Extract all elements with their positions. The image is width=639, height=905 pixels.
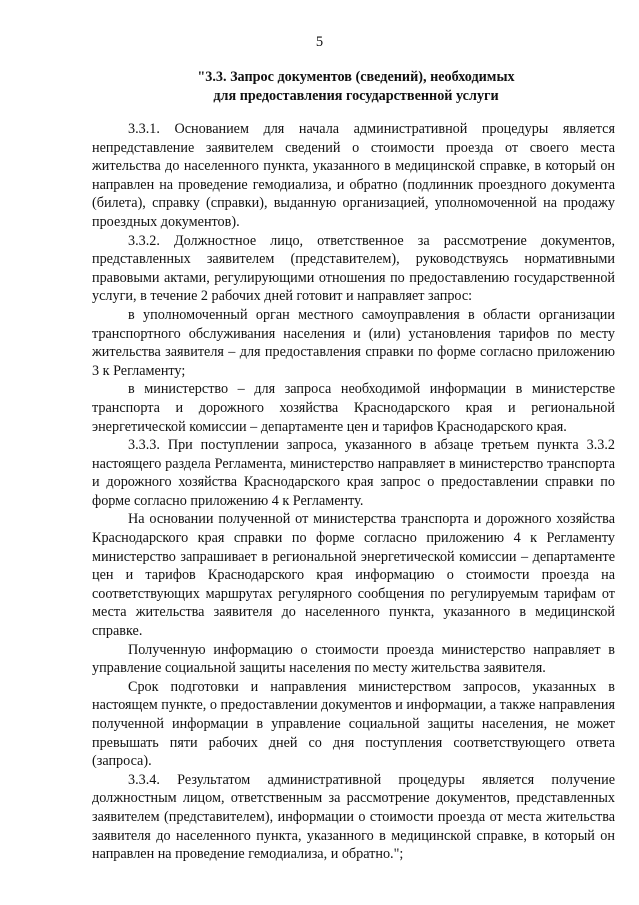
paragraph-request-deadline: Срок подготовки и направления министерством запросов, указанных в настоящем пункте, о предоставлении документов и информации, а также направления полученной информации в управление социальной защиты населения, не может превышать пяти рабочих дней со дня поступления соответствующего ответа (запроса). xyxy=(92,678,615,770)
section-heading-line-1: "3.3. Запрос документов (сведений), необходимых xyxy=(197,69,515,85)
paragraph-information-forwarding: Полученную информацию о стоимости проезда министерство направляет в управление социальной защиты населения по месту жительства заявителя. xyxy=(92,641,615,677)
section-heading-line-2: для предоставления государственной услуги xyxy=(213,88,499,104)
paragraph-3-3-4: 3.3.4. Результатом административной процедуры является получение должностным лицом, ответственным за рассмотрение документов, представленных заявителем (представителем), информации о стоимости проезда от места жительства заявителя до населенного пункта, указанного в медицинской справке, в который он направлен на проведение гемодиализа, и обратно."; xyxy=(92,771,615,863)
paragraph-3-3-1: 3.3.1. Основанием для начала административной процедуры является непредставление заявителем сведений о стоимости проезда от своего места жительства до населенного пункта, указанного в медицинской справке, в который он направлен на проведение гемодиализа, и обратно (подлинник проездного документа (билета), справку (справки), выданную организацией, уполномоченной на продажу проездных документов). xyxy=(92,121,615,230)
section-heading xyxy=(96,68,616,106)
paragraph-energy-commission-request: На основании полученной от министерства транспорта и дорожного хозяйства Краснодарского края справки по форме согласно приложению 4 к Регламенту министерство запрашивает в региональной энергетической комиссии – департаменте цен и тарифов Краснодарского края информацию о стоимости проезда на соответствующих маршрутах регулярного сообщения по регулируемым тарифам от места жительства заявителя до населенного пункта, указанного в медицинской справке. xyxy=(92,511,615,640)
paragraph-3-3-3: 3.3.3. При поступлении запроса, указанного в абзаце третьем пункта 3.3.2 настоящего раздела Регламента, министерство направляет в министерство транспорта и дорожного хозяйства Краснодарского края запрос о предоставлении справки по форме согласно приложению 4 к Регламенту. xyxy=(92,437,615,509)
page-number: 5 xyxy=(315,34,324,50)
paragraph-3-3-2: 3.3.2. Должностное лицо, ответственное за рассмотрение документов, представленных заявителем (представителем), руководствуясь нормативными правовыми актами, регулирующими отношения по предоставлению государственной услуги, в течение 2 рабочих дней готовит и направляет запрос: xyxy=(92,232,615,305)
document-body xyxy=(92,120,615,864)
paragraph-request-ministry: в министерство – для запроса необходимой информации в министерстве транспорта и дорожного хозяйства Краснодарского края и региональной энергетической комиссии – департаменте цен и тарифов Краснодарского края. xyxy=(92,381,615,435)
paragraph-request-local-authority: в уполномоченный орган местного самоуправления в области организации транспортного обслуживания населения и (или) установления тарифов по месту жительства заявителя – для предоставления справки по форме согласно приложению 3 к Регламенту; xyxy=(92,306,615,379)
